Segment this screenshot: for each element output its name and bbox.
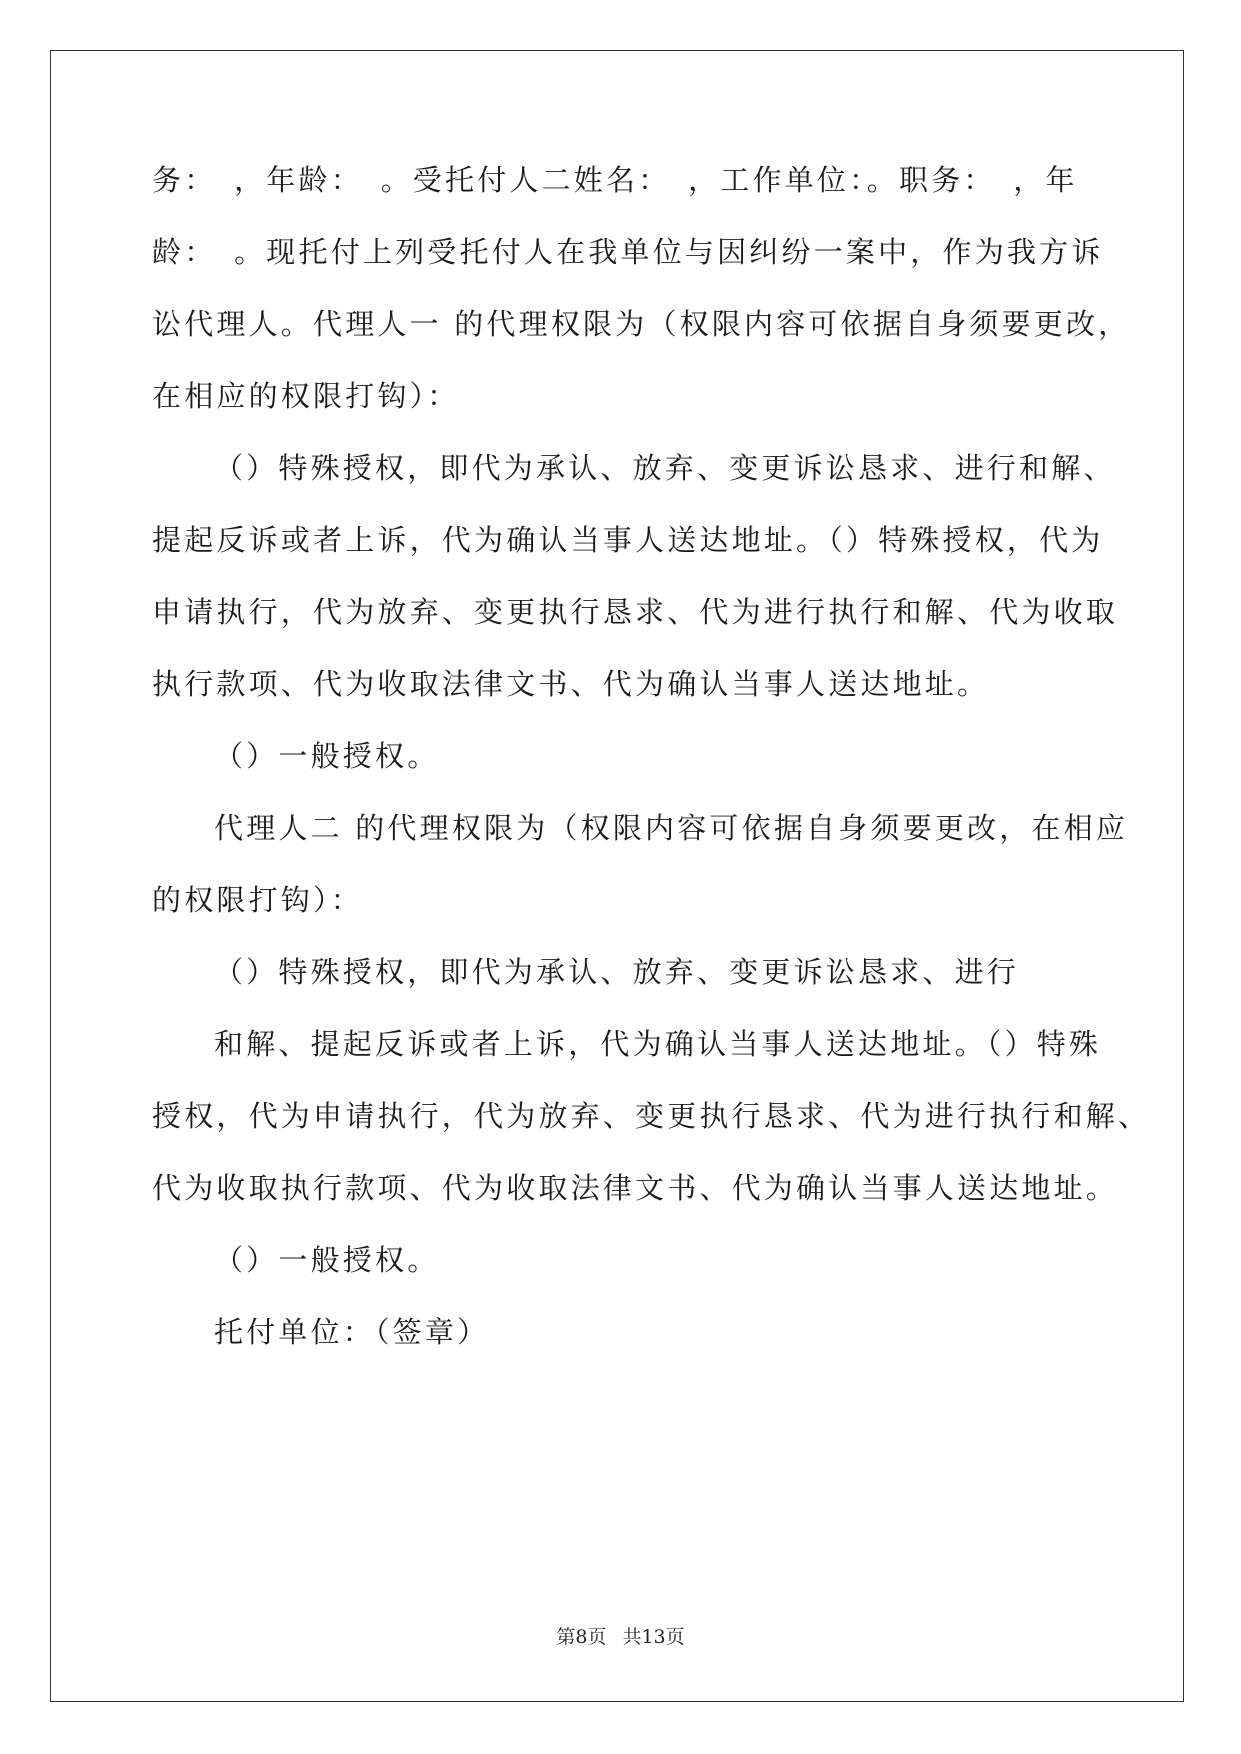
text-line: 申请执行，代为放弃、变更执行恳求、代为进行执行和解、代为收取 <box>152 595 1119 629</box>
text-line: 代理人二 的代理权限为（权限内容可依据自身须要更改，在相应 <box>214 811 1129 845</box>
text-line: 务： ，年龄： 。受托付人二姓名： ，工作单位：。职务： ，年 <box>152 163 1078 197</box>
text-line: （）特殊授权，即代为承认、放弃、变更诉讼恳求、进行 <box>214 955 1020 989</box>
text-line: 托付单位：（签章） <box>214 1315 490 1349</box>
text-line: （）一般授权。 <box>214 739 440 773</box>
page-number: 第8页 <box>556 1626 607 1648</box>
text-line: 的权限打钩）： <box>152 883 363 917</box>
text-line: 代为收取执行款项、代为收取法律文书、代为确认当事人送达地址。 <box>152 1171 1119 1205</box>
text-line: 授权，代为申请执行，代为放弃、变更执行恳求、代为进行执行和解、 <box>152 1099 1151 1133</box>
text-line: 龄： 。现托付上列受托付人在我单位与因纠纷一案中，作为我方诉 <box>152 235 1104 269</box>
page-border <box>50 50 1184 1702</box>
page-footer <box>0 1625 1241 1649</box>
text-line: （）一般授权。 <box>214 1243 440 1277</box>
text-line: 和解、提起反诉或者上诉，代为确认当事人送达地址。（）特殊 <box>214 1027 1102 1061</box>
text-line: 讼代理人。代理人一 的代理权限为（权限内容可依据自身须要更改， <box>152 307 1131 341</box>
text-line: 执行款项、代为收取法律文书、代为确认当事人送达地址。 <box>152 667 990 701</box>
text-line: 提起反诉或者上诉，代为确认当事人送达地址。（）特殊授权，代为 <box>152 523 1104 557</box>
text-line: （）特殊授权，即代为承认、放弃、变更诉讼恳求、进行和解、 <box>214 451 1116 485</box>
text-line: 在相应的权限打钩）： <box>152 379 460 413</box>
page-total: 共13页 <box>622 1626 685 1648</box>
